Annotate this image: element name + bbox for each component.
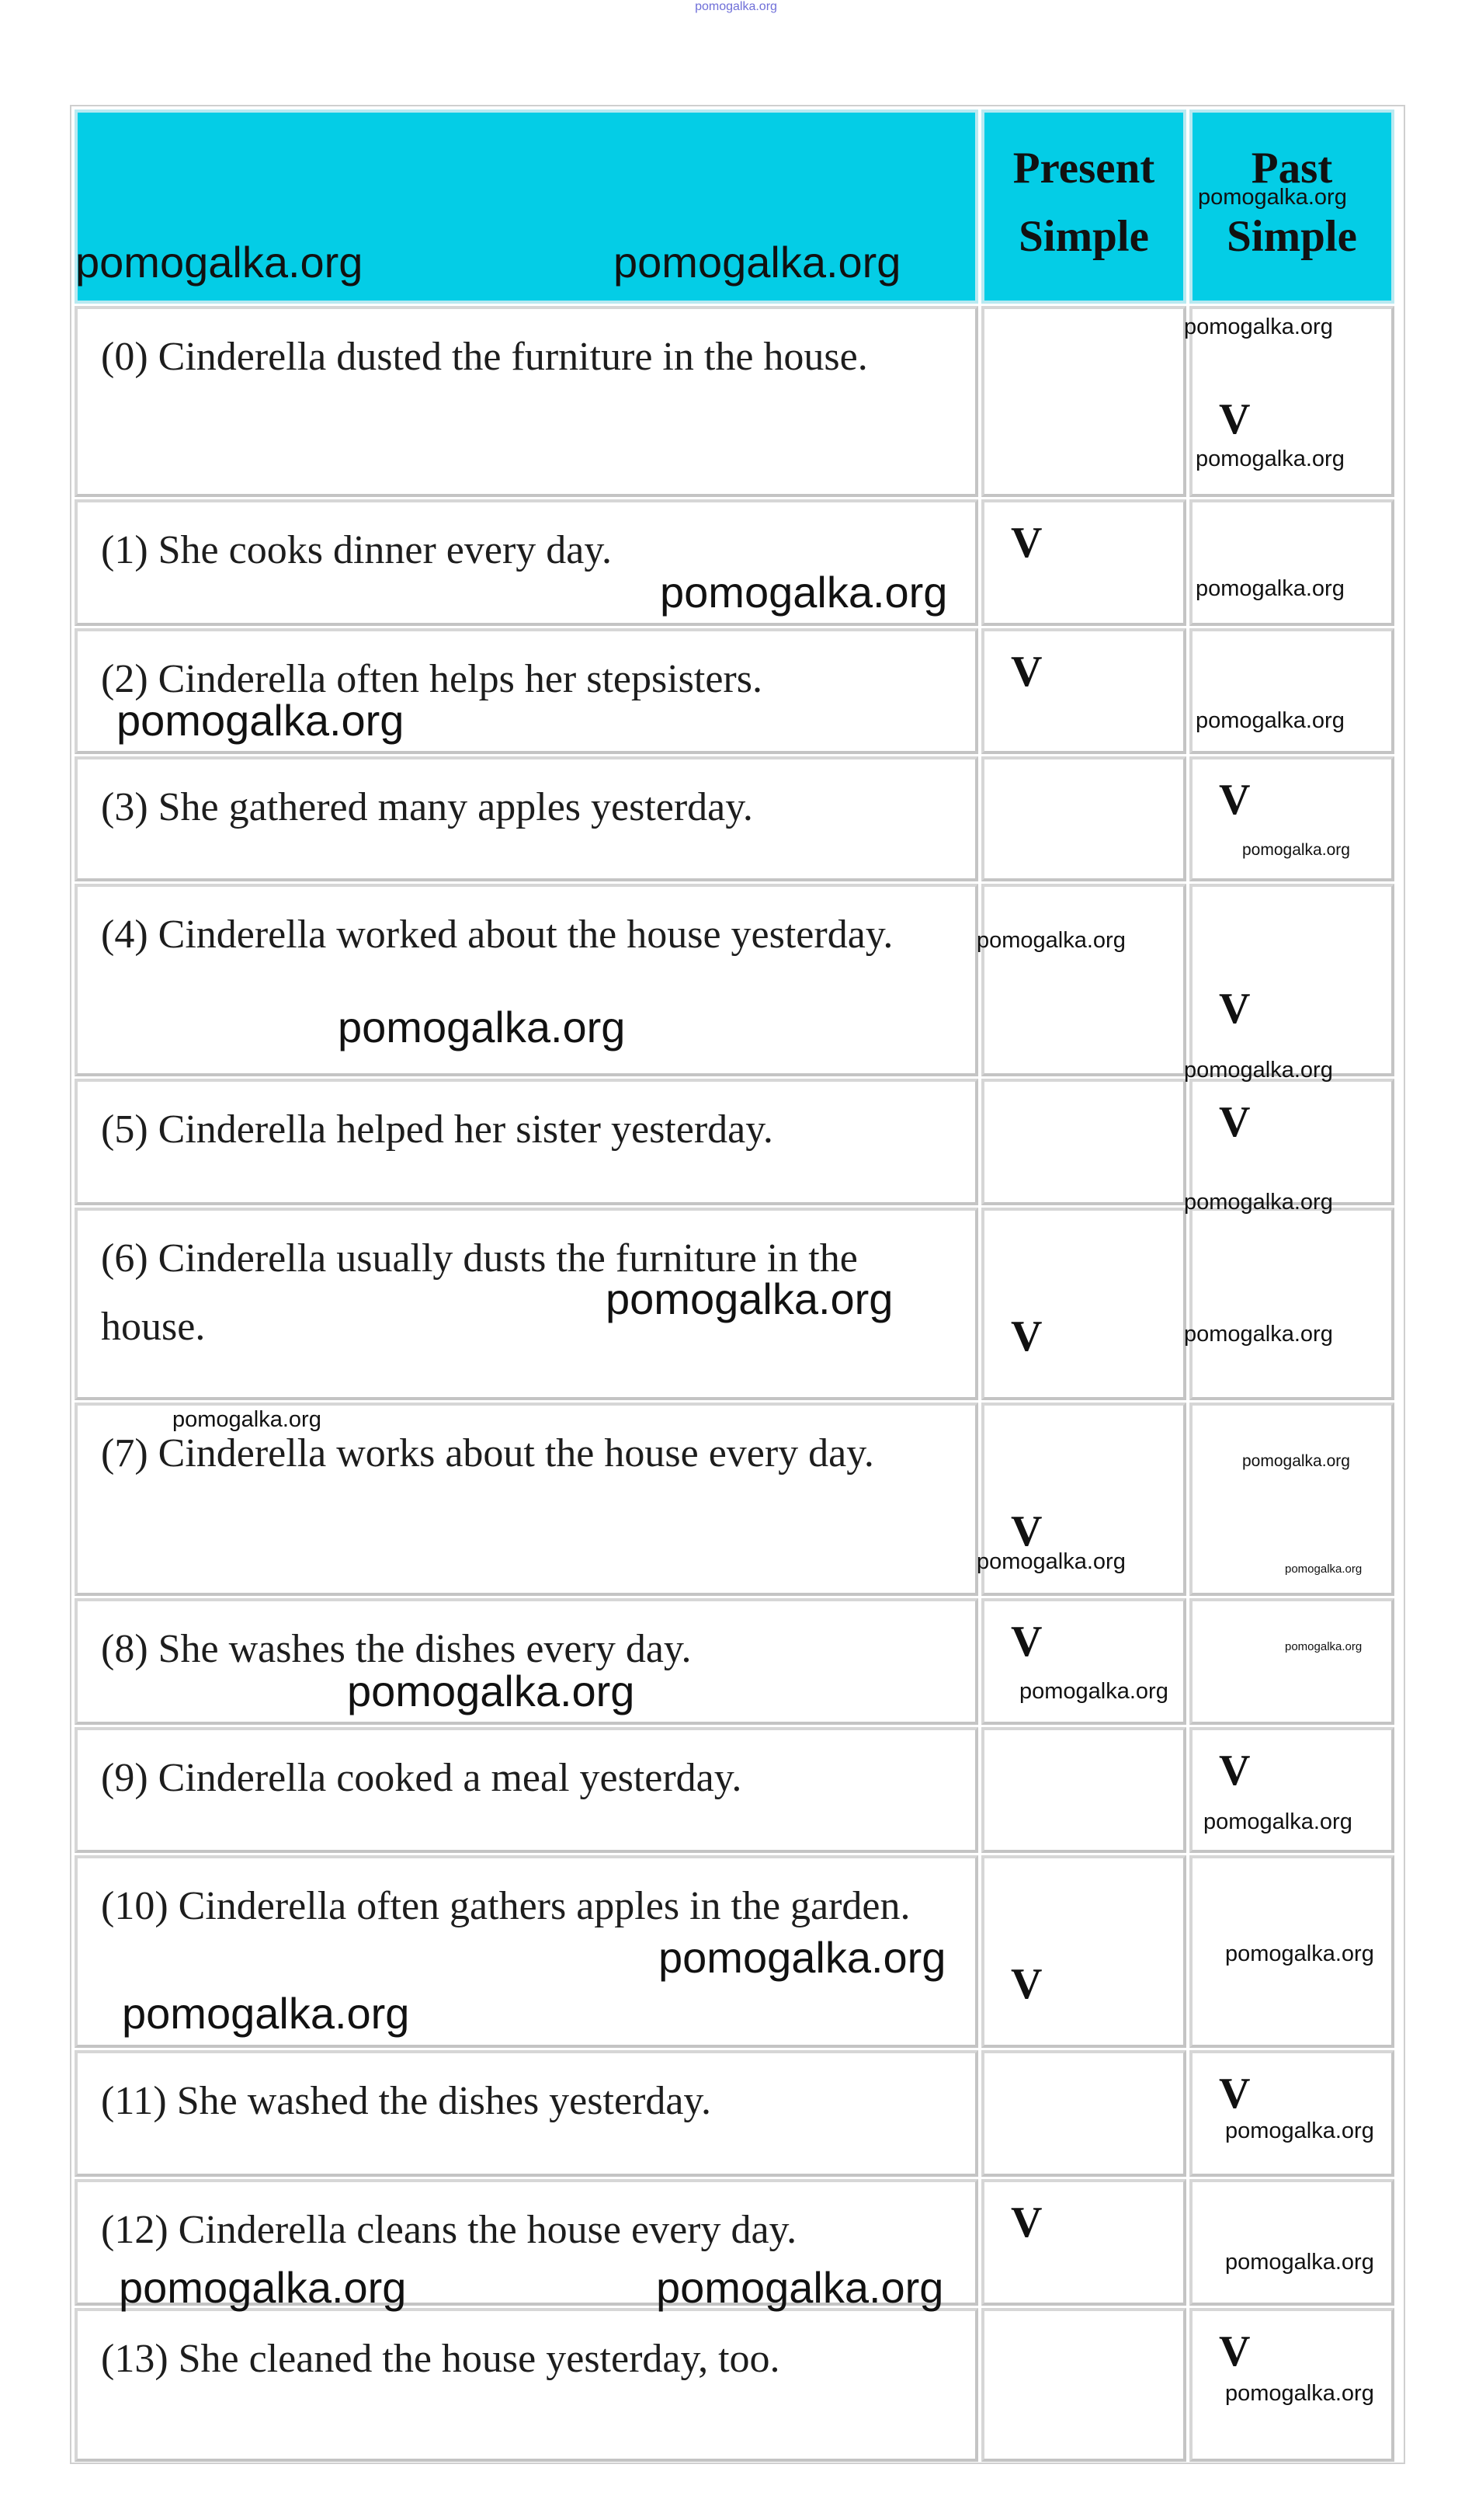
present-simple-cell bbox=[981, 2308, 1186, 2462]
header-present-simple bbox=[981, 109, 1186, 304]
sentence-text: (1) She cooks dinner every day. bbox=[101, 528, 612, 572]
past-simple-cell bbox=[1189, 756, 1394, 881]
present-simple-cell bbox=[981, 2179, 1186, 2306]
present-simple-cell bbox=[981, 1598, 1186, 1725]
present-simple-label: Present Simple bbox=[1012, 144, 1155, 262]
present-simple-cell bbox=[981, 499, 1186, 626]
sentence-text: (13) She cleaned the house yesterday, too. bbox=[101, 2337, 780, 2381]
sentence-cell bbox=[75, 756, 978, 881]
watermark-header-right: pomogalka.org bbox=[1198, 185, 1347, 210]
sentence-cell bbox=[75, 306, 978, 497]
watermark-row12-right: pomogalka.org bbox=[1225, 2250, 1374, 2275]
sentence-text: (11) She washed the dishes yesterday. bbox=[101, 2079, 712, 2123]
watermark-row7-left: pomogalka.org bbox=[172, 1407, 321, 1432]
present-simple-cell bbox=[981, 306, 1186, 497]
watermark-header-left: pomogalka.org bbox=[75, 238, 363, 287]
past-simple-cell bbox=[1189, 2050, 1394, 2177]
sentence-text: (10) Cinderella often gathers apples in the garden. bbox=[101, 1884, 911, 1928]
past-simple-cell bbox=[1189, 499, 1394, 626]
past-simple-cell bbox=[1189, 2179, 1394, 2306]
watermark-row7-corner: pomogalka.org bbox=[1285, 1562, 1363, 1576]
present-simple-cell bbox=[981, 1079, 1186, 1205]
past-check-mark: V bbox=[1219, 395, 1251, 443]
sentence-text: (12) Cinderella cleans the house every day. bbox=[101, 2208, 797, 2252]
watermark-row1-right: pomogalka.org bbox=[1196, 576, 1345, 601]
past-check-mark: V bbox=[1219, 776, 1251, 824]
sentence-text: (4) Cinderella worked about the house yesterday. bbox=[101, 912, 894, 957]
watermark-row9-right: pomogalka.org bbox=[1203, 1809, 1352, 1834]
present-check-mark: V bbox=[1011, 648, 1043, 696]
present-simple-cell bbox=[981, 884, 1186, 1076]
present-check-mark: V bbox=[1011, 1618, 1043, 1666]
watermark-row2-right: pomogalka.org bbox=[1196, 708, 1345, 733]
present-simple-cell bbox=[981, 2050, 1186, 2177]
watermark-row8-present: pomogalka.org bbox=[1019, 1679, 1168, 1704]
present-simple-cell bbox=[981, 1855, 1186, 2048]
top-watermark: pomogalka.org bbox=[695, 0, 777, 13]
watermark-row5-right: pomogalka.org bbox=[1184, 1190, 1333, 1215]
watermark-row12-left: pomogalka.org bbox=[119, 2263, 407, 2312]
present-simple-cell bbox=[981, 756, 1186, 881]
watermark-row4-right: pomogalka.org bbox=[1184, 1058, 1333, 1083]
watermark-header-center: pomogalka.org bbox=[613, 238, 901, 287]
watermark-row4-mid: pomogalka.org bbox=[338, 1003, 626, 1051]
past-check-mark: V bbox=[1219, 1098, 1251, 1146]
past-simple-cell bbox=[1189, 1079, 1394, 1205]
present-check-mark: V bbox=[1011, 1312, 1043, 1361]
present-simple-cell bbox=[981, 628, 1186, 754]
past-simple-cell bbox=[1189, 628, 1394, 754]
watermark-row11-right: pomogalka.org bbox=[1225, 2119, 1374, 2143]
present-check-mark: V bbox=[1011, 1507, 1043, 1555]
past-simple-cell bbox=[1189, 1208, 1394, 1400]
watermark-row6-mid: pomogalka.org bbox=[606, 1274, 894, 1323]
watermark-row10-right: pomogalka.org bbox=[1225, 1941, 1374, 1966]
watermark-row13-right: pomogalka.org bbox=[1225, 2381, 1374, 2406]
watermark-row10-mid: pomogalka.org bbox=[658, 1933, 946, 1982]
watermark-row7-right: pomogalka.org bbox=[1242, 1452, 1350, 1470]
past-simple-cell bbox=[1189, 1598, 1394, 1725]
past-check-mark: V bbox=[1219, 2327, 1251, 2376]
present-check-mark: V bbox=[1011, 2198, 1043, 2247]
sentence-text: (9) Cinderella cooked a meal yesterday. bbox=[101, 1756, 742, 1800]
sentence-cell bbox=[75, 2050, 978, 2177]
watermark-row6-right: pomogalka.org bbox=[1184, 1322, 1333, 1347]
watermark-row10-left: pomogalka.org bbox=[122, 1989, 410, 2038]
present-check-mark: V bbox=[1011, 1960, 1043, 2008]
watermark-row2-left: pomogalka.org bbox=[116, 696, 404, 745]
watermark-row8-mid: pomogalka.org bbox=[347, 1667, 635, 1715]
watermark-row8-corner: pomogalka.org bbox=[1285, 1640, 1363, 1653]
watermark-row1-mid: pomogalka.org bbox=[660, 568, 948, 617]
sentence-text: (7) Cinderella works about the house every day. bbox=[101, 1431, 874, 1476]
past-simple-label: Past Simple bbox=[1227, 144, 1357, 262]
watermark-row3-right: pomogalka.org bbox=[1242, 841, 1350, 859]
present-check-mark: V bbox=[1011, 519, 1043, 567]
past-check-mark: V bbox=[1219, 985, 1251, 1033]
past-simple-cell bbox=[1189, 884, 1394, 1076]
sentence-text: (5) Cinderella helped her sister yesterday. bbox=[101, 1107, 773, 1152]
past-check-mark: V bbox=[1219, 2070, 1251, 2118]
past-check-mark: V bbox=[1219, 1747, 1251, 1795]
sentence-cell bbox=[75, 2308, 978, 2462]
sentence-cell bbox=[75, 1727, 978, 1853]
sentence-cell bbox=[75, 1079, 978, 1205]
watermark-row0-bottom: pomogalka.org bbox=[1196, 447, 1345, 471]
sentence-text: (3) She gathered many apples yesterday. bbox=[101, 785, 753, 829]
watermark-row4-present: pomogalka.org bbox=[977, 928, 1126, 953]
watermark-row7-present: pomogalka.org bbox=[977, 1549, 1126, 1574]
present-simple-cell bbox=[981, 1727, 1186, 1853]
sentence-text: (6) Cinderella usually dusts the furniture in the house. bbox=[101, 1236, 858, 1349]
sentence-text: (2) Cinderella often helps her stepsisters. bbox=[101, 657, 762, 701]
watermark-row0-top: pomogalka.org bbox=[1184, 315, 1333, 339]
present-simple-cell bbox=[981, 1208, 1186, 1400]
sentence-text: (8) She washes the dishes every day. bbox=[101, 1627, 692, 1671]
sentence-text: (0) Cinderella dusted the furniture in the house. bbox=[101, 335, 868, 379]
watermark-row12-mid: pomogalka.org bbox=[656, 2263, 944, 2312]
